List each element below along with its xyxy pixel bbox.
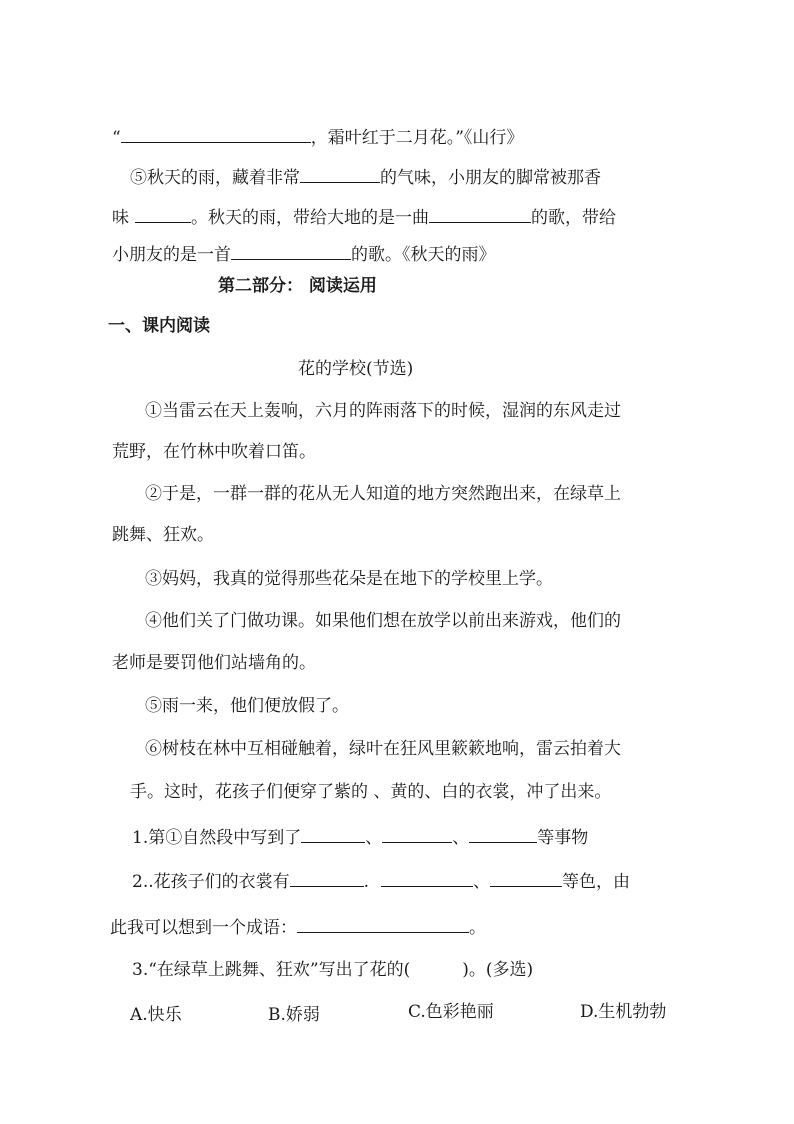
option-b[interactable]: B.娇弱 [268,1005,320,1025]
poem-line [112,128,523,147]
q1-blank-3[interactable] [469,828,537,843]
q2-idiom-blank[interactable] [297,918,469,933]
paragraph-2-line-1: ②于是，一群一群的花从无人知道的地方突然跑出来，在绿草上 [145,484,621,504]
q5-text-3b: 的歌。《秋天的雨》 [351,245,496,265]
q2-blank-1[interactable] [290,872,364,887]
q2-blank-3[interactable] [490,872,562,887]
q5-line-3 [112,245,496,264]
paragraph-1-line-2: 荒野，在竹林中吹着口笛。 [112,442,316,462]
paragraph-3: ③妈妈，我真的觉得那些花朵是在地下的学校里上学。 [145,569,553,589]
q2-sep-2: 、 [473,872,491,892]
paragraph-2-line-2: 跳舞、狂欢。 [112,525,214,545]
q2-end-2: 。 [469,918,486,938]
paragraph-5: ⑤雨一来，他们便放假了。 [145,696,349,716]
paragraph-1-line-1: ①当雷云在天上轰响，六月的阵雨落下的时候，湿润的东风走过 [145,401,621,421]
question-1 [132,828,588,847]
passage-title: 花的学校(节选) [298,359,414,379]
q1-text: 1.第①自然段中写到了 [132,828,302,848]
paragraph-4-line-2: 老师是要罚他们站墙角的。 [112,653,316,673]
q2-sep-1: . [363,872,370,892]
q2-text: 2..花孩子们的衣裳有 [132,872,290,892]
q1-sep-1: 、 [365,828,383,848]
q2-text-2: 此我可以想到一个成语： [110,918,297,938]
q5-text-2b: 。秋天的雨，带给大地的是一曲 [191,208,429,228]
option-d[interactable]: D.生机勃勃 [580,1002,667,1022]
paragraph-6-line-1: ⑥树枝在林中互相碰触着，绿叶在狂风里簌簌地响，雷云拍着大 [145,739,621,759]
q3-end: )。(多选) [462,960,534,980]
q5-text-2a: 味 [112,208,129,228]
paragraph-4-line-1: ④他们关了门做功课。如果他们想在放学以前出来游戏，他们的 [145,611,621,631]
question-3 [132,962,533,979]
q3-text: 3.“在绿草上跳舞、狂欢”写出了花的( [132,960,411,980]
q1-blank-2[interactable] [382,828,452,843]
question-2-line-1 [132,872,630,891]
q5-text-1a: ⑤秋天的雨，藏着非常 [130,168,300,188]
poem-line-text: ，霜叶红于二月花。”《山行》 [310,128,524,148]
section-heading: 一、课内阅读 [108,316,210,336]
open-quote: “ [112,128,121,148]
option-c[interactable]: C.色彩艳丽 [408,1002,494,1022]
q5-blank-2[interactable] [135,208,191,223]
q5-line-1 [130,168,601,187]
paragraph-6-line-2: 手。这时，花孩子们便穿了紫的 、黄的、白的衣裳，冲了出来。 [130,782,612,802]
q5-line-2 [112,208,616,227]
q1-blank-1[interactable] [301,828,365,843]
q1-end: 等事物 [537,828,589,848]
q5-blank-4[interactable] [231,245,351,260]
q2-blank-2[interactable] [381,872,473,887]
question-2-line-2 [110,918,486,937]
q5-text-1b: 的气味，小朋友的脚常被那香 [380,168,601,188]
q2-end: 等色，由 [562,872,631,892]
q5-text-3a: 小朋友的是一首 [112,245,231,265]
poem-answer-blank[interactable] [121,128,311,143]
option-a[interactable]: A.快乐 [130,1005,182,1025]
q5-blank-1[interactable] [300,168,380,183]
q5-text-2c: 的歌，带给 [531,208,616,228]
q5-blank-3[interactable] [429,208,531,223]
part2-heading: 第二部分： 阅读运用 [218,276,377,296]
q1-sep-2: 、 [452,828,470,848]
